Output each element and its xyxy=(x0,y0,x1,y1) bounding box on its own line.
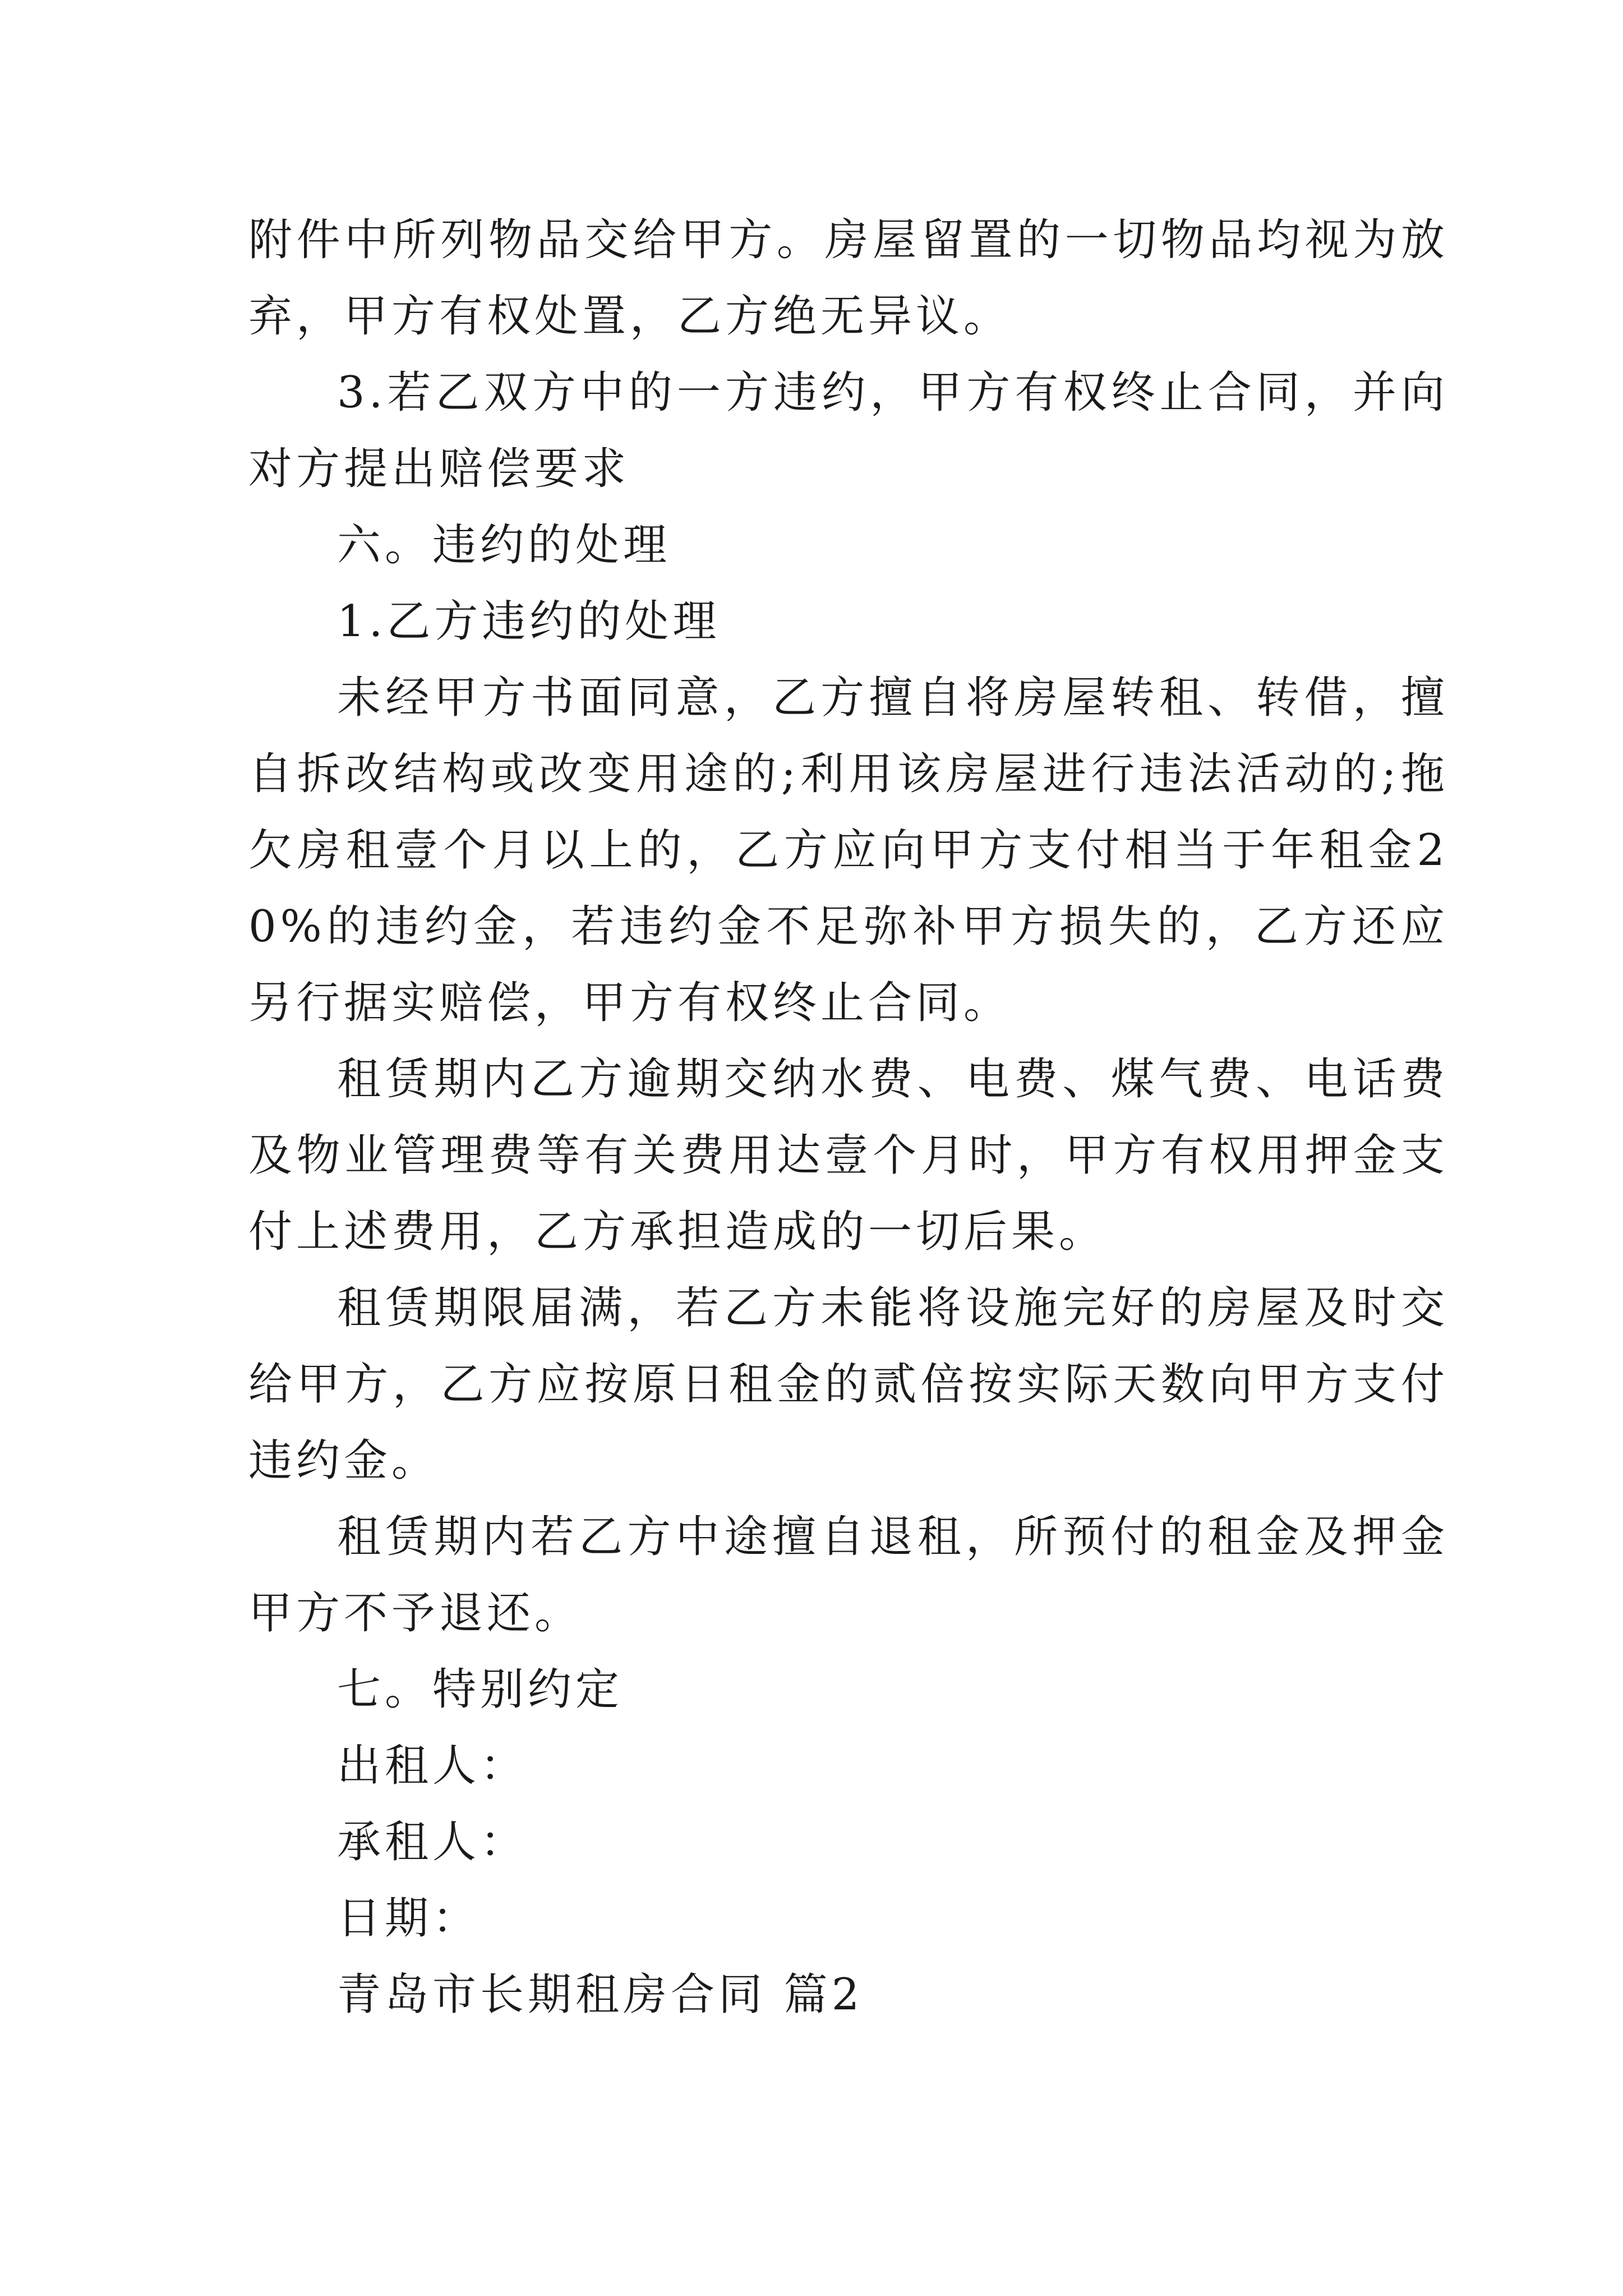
paragraph-sublet-penalty: 未经甲方书面同意，乙方擅自将房屋转租、转借，擅自拆改结构或改变用途的;利用该房屋进行违法活动的;拖欠房租壹个月以上的，乙方应向甲方支付相当于年租金20%的违约金，若违约金不足弥补甲方损失的，乙方还应另行据实赔偿，甲方有权终止合同。 xyxy=(248,673,1449,1028)
lessee-label: 承租人： xyxy=(337,1817,528,1867)
paragraph-overdue-fees: 租赁期内乙方逾期交纳水费、电费、煤气费、电话费及物业管理费等有关费用达壹个月时，甲方有权用押金支付上述费用，乙方承担造成的一切后果。 xyxy=(248,1054,1449,1257)
lessor-label: 出租人： xyxy=(337,1741,528,1791)
paragraph-clause-3: 3.若乙双方中的一方违约，甲方有权终止合同，并向对方提出赔偿要求 xyxy=(248,367,1449,494)
paragraph-early-termination: 租赁期内若乙方中途擅自退租，所预付的租金及押金甲方不予退还。 xyxy=(248,1512,1449,1639)
date-label: 日期： xyxy=(337,1893,481,1944)
document-body xyxy=(248,202,1449,2033)
next-contract-title: 青岛市长期租房合同 篇2 xyxy=(337,1970,864,2020)
subsection-heading-1: 1.乙方违约的处理 xyxy=(337,596,721,647)
section-heading-7: 七。特别约定 xyxy=(337,1664,624,1715)
paragraph-lease-expiry: 租赁期限届满，若乙方未能将设施完好的房屋及时交给甲方，乙方应按原日租金的贰倍按实际天数向甲方支付违约金。 xyxy=(248,1283,1449,1486)
paragraph-continuation: 附件中所列物品交给甲方。房屋留置的一切物品均视为放弃，甲方有权处置，乙方绝无异议。 xyxy=(248,215,1449,342)
section-heading-6: 六。违约的处理 xyxy=(337,520,671,570)
